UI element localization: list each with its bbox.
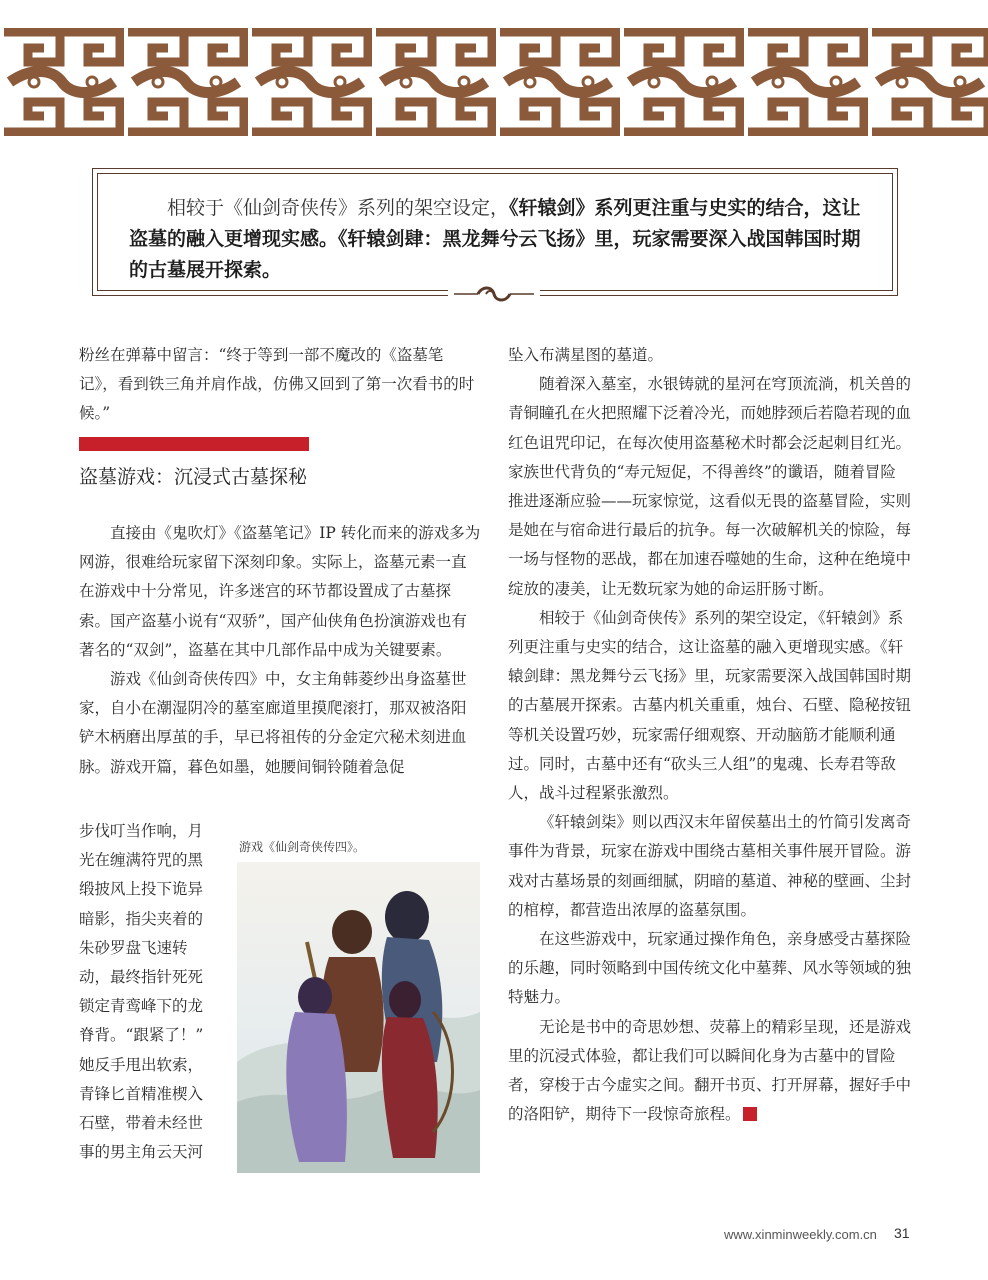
left-column bbox=[79, 519, 481, 782]
scroll-ornament-icon bbox=[448, 284, 540, 308]
narrow-line: 缎披风上投下诡异 bbox=[79, 880, 204, 899]
narrow-line: 石壁，带着未经世 bbox=[79, 1114, 204, 1133]
left-paragraph-2: 游戏《仙剑奇侠传四》中，女主角韩菱纱出身盗墓世家，自小在潮湿阴冷的墓室廊道里摸爬滚打，那双被洛阳铲木柄磨出厚茧的手，早已将祖传的分金定穴秘术刻进血脉。游戏开篇，暮色如墨，她腰间铜铃随着急促 bbox=[79, 670, 467, 776]
narrow-line: 脊背。“跟紧了！” bbox=[79, 1026, 204, 1045]
narrow-line: 暗影，指尖夹着的 bbox=[79, 909, 204, 928]
right-paragraph-4: 在这些游戏中，玩家通过操作角色，亲身感受古墓探险的乐趣，同时领略到中国传统文化中墓葬、风水等领域的独特魅力。 bbox=[508, 930, 912, 1007]
end-mark-icon bbox=[743, 1107, 757, 1121]
narrow-line: 步伐叮当作响，月 bbox=[79, 822, 204, 840]
left-narrow-column bbox=[79, 817, 229, 1167]
footer-url[interactable]: www.xinminweekly.com.cn bbox=[724, 1227, 877, 1242]
right-paragraph-5-text: 无论是书中的奇思妙想、荧幕上的精彩呈现，还是游戏里的沉浸式体验，都让我们可以瞬间化身为古墓中的冒险者，穿梭于古今虚实之间。翻开书页、打开屏幕，握好手中的洛阳铲，期待下一段惊奇旅程。 bbox=[508, 1017, 912, 1124]
pull-quote-lead: 相较于《仙剑奇侠传》系列的架空设定， bbox=[167, 197, 510, 219]
pull-quote bbox=[129, 193, 869, 286]
right-column bbox=[508, 341, 911, 1129]
left-intro-block bbox=[79, 341, 479, 429]
narrow-line: 她反手甩出软索， bbox=[79, 1055, 204, 1074]
right-paragraph-2: 相较于《仙剑奇侠传》系列的架空设定，《轩辕剑》系列更注重与史实的结合，这让盗墓的融入更增现实感。《轩辕剑肆：黑龙舞兮云飞扬》里，玩家需要深入战国韩国时期的古墓展开探索。古墓内机关重重，烛台、石壁、隐秘按钮等机关设置巧妙，玩家需仔细观察、开动脑筋才能顺利通过。同时，古墓中还有“砍头三人组”的鬼魂、长寿君等敌人，战斗过程紧张激烈。 bbox=[508, 608, 912, 803]
pull-quote-box bbox=[92, 168, 898, 296]
image-caption: 游戏《仙剑奇侠传四》。 bbox=[239, 840, 366, 854]
decorative-banner bbox=[0, 28, 988, 136]
right-paragraph-3: 《轩辕剑柒》则以西汉末年留侯墓出土的竹简引发离奇事件为背景，玩家在游戏中围绕古墓相关事件展开冒险。游戏对古墓场景的刻画细腻，阴暗的墓道、神秘的壁画、尘封的棺椁，都营造出浓厚的盗墓氛围。 bbox=[508, 813, 912, 919]
right-paragraph-1: 随着深入墓室，水银铸就的星河在穹顶流淌，机关兽的青铜瞳孔在火把照耀下泛着冷光，而她脖颈后若隐若现的血红色诅咒印记，在每次使用盗墓秘术时都会泛起刺目红光。家族世代背负的“寿元短促，不得善终”的谶语，随着冒险推进逐渐应验——玩家惊觉，这看似无畏的盗墓冒险，实则是她在与宿命进行最后的抗争。每一次破解机关的惊险，每一场与怪物的恶战，都在加速吞噬她的生命，这种在绝境中绽放的凄美，让无数玩家为她的命运肝肠寸断。 bbox=[508, 375, 912, 598]
page-number: 31 bbox=[894, 1225, 910, 1241]
right-paragraph-5 bbox=[508, 1013, 911, 1130]
section-red-bar bbox=[79, 437, 309, 451]
narrow-line: 光在缠满符咒的黑 bbox=[79, 851, 204, 870]
left-intro-paragraph: 粉丝在弹幕中留言：“终于等到一部不魔改的《盗墓笔记》，看到铁三角并肩作战，仿佛又回到了第一次看书的时候。” bbox=[79, 346, 475, 423]
section-heading: 盗墓游戏：沉浸式古墓探秘 bbox=[79, 466, 308, 488]
narrow-line: 朱砂罗盘飞速转 bbox=[79, 938, 188, 957]
game-illustration bbox=[237, 862, 480, 1173]
narrow-line: 事的男主角云天河 bbox=[79, 1143, 204, 1162]
narrow-line: 动，最终指针死死 bbox=[79, 968, 204, 987]
narrow-line: 锁定青鸾峰下的龙 bbox=[79, 997, 204, 1016]
pull-quote-bold: 《轩辕剑》系列更注重与史实的结合，这让盗墓的融入更增现实感。《轩辕剑肆：黑龙舞兮云飞扬》里，玩家需要深入战国韩国时期的古墓展开探索。 bbox=[129, 197, 861, 281]
left-paragraph-1: 直接由《鬼吹灯》《盗墓笔记》IP 转化而来的游戏多为网游，很难给玩家留下深刻印象。实际上，盗墓元素一直在游戏中十分常见，许多迷宫的环节都设置成了古墓探索。国产盗墓小说有“双骄”，国产仙侠角色扮演游戏也有著名的“双剑”，盗墓在其中几部作品中成为关键要素。 bbox=[79, 524, 481, 659]
right-paragraph-0: 坠入布满星图的墓道。 bbox=[508, 346, 664, 364]
narrow-line: 青锋匕首精准楔入 bbox=[79, 1084, 204, 1103]
